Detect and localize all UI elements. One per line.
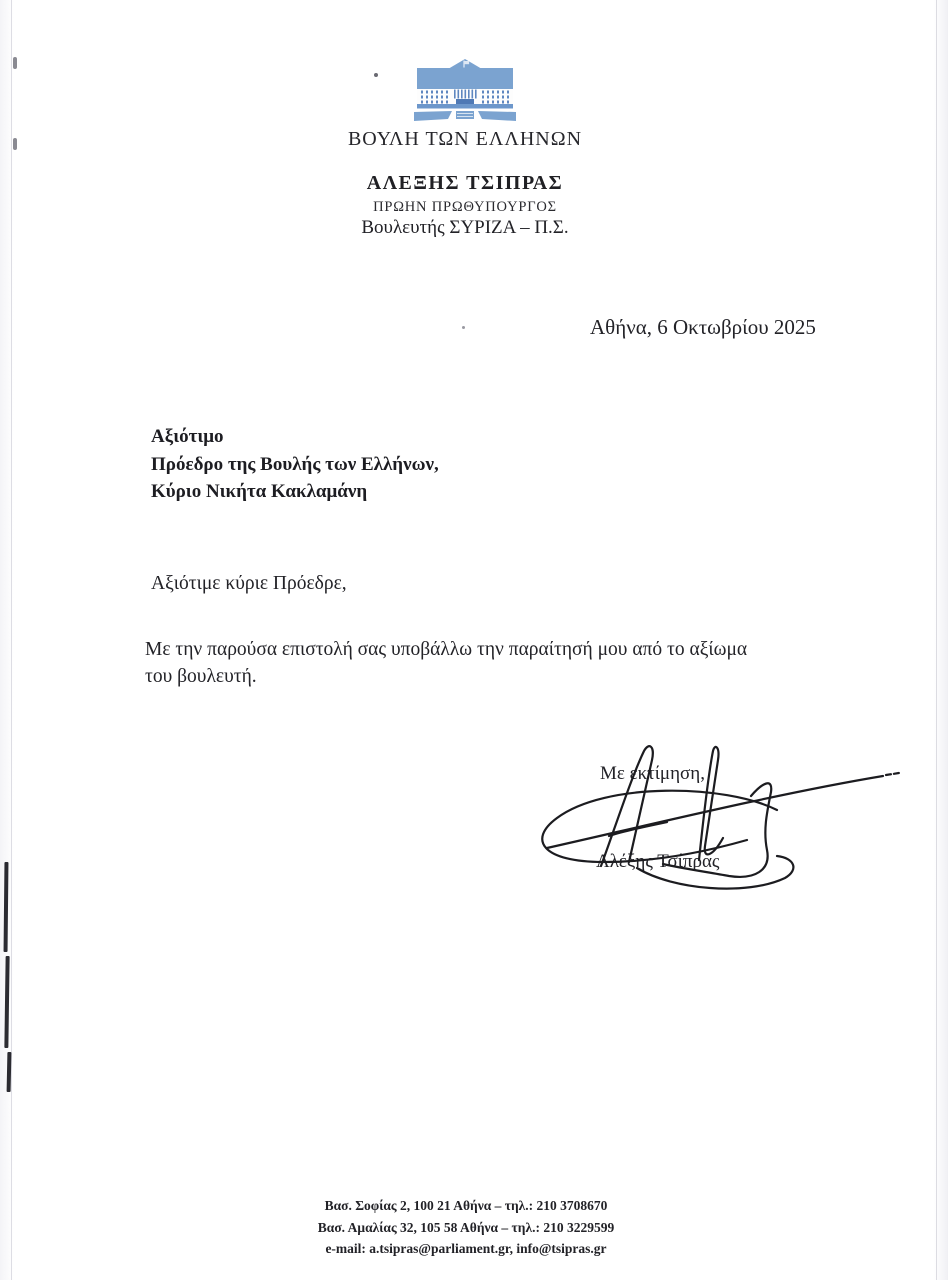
recipient-block xyxy=(151,423,439,506)
handwritten-signature xyxy=(515,738,915,906)
footer-address-2: Βασ. Αμαλίας 32, 105 58 Αθήνα – τηλ.: 210 3229599 xyxy=(317,1219,615,1235)
closing-phrase: Με εκτίμηση, xyxy=(600,763,705,784)
letter-body: Με την παρούσα επιστολή σας υποβάλλω την παραίτησή μου από το αξίωμα του βουλευτή. xyxy=(145,639,748,687)
dateline: Αθήνα, 6 Οκτωβρίου 2025 xyxy=(590,315,816,339)
salutation: Αξιότιμε κύριε Πρόεδρε, xyxy=(151,573,347,594)
org-name: ΒΟΥΛΗ ΤΩΝ ΕΛΛΗΝΩΝ xyxy=(347,128,583,150)
scan-artifact xyxy=(374,73,378,77)
scan-artifact xyxy=(462,326,465,329)
footer-address-1: Βασ. Σοφίας 2, 100 21 Αθήνα – τηλ.: 210 3708670 xyxy=(324,1198,608,1213)
parliament-logo-icon xyxy=(410,56,520,128)
sender-title: ΠΡΩΗΝ ΠΡΩΘΥΠΟΥΡΓΟΣ xyxy=(373,199,557,215)
recipient-line-3: Κύριο Νικήτα Κακλαμάνη xyxy=(151,481,368,502)
recipient-line-1: Αξιότιμο xyxy=(151,426,224,447)
scan-artifact xyxy=(4,862,9,952)
scan-edge-right xyxy=(936,0,937,1280)
sender-name: ΑΛΕΞΗΣ ΤΣΙΠΡΑΣ xyxy=(366,172,564,194)
recipient-line-2: Πρόεδρο της Βουλής των Ελλήνων, xyxy=(151,453,439,475)
signature-typed-name: Αλέξης Τσίπρας xyxy=(596,851,720,872)
scan-artifact xyxy=(13,57,17,69)
sender-role: Βουλευτής ΣΥΡΙΖΑ – Π.Σ. xyxy=(361,217,569,238)
footer-contact-block xyxy=(0,1195,932,1260)
footer-email: e-mail: a.tsipras@parliament.gr, info@tsipras.gr xyxy=(325,1241,607,1256)
scan-artifact xyxy=(4,956,9,1048)
scan-artifact xyxy=(7,1052,12,1092)
